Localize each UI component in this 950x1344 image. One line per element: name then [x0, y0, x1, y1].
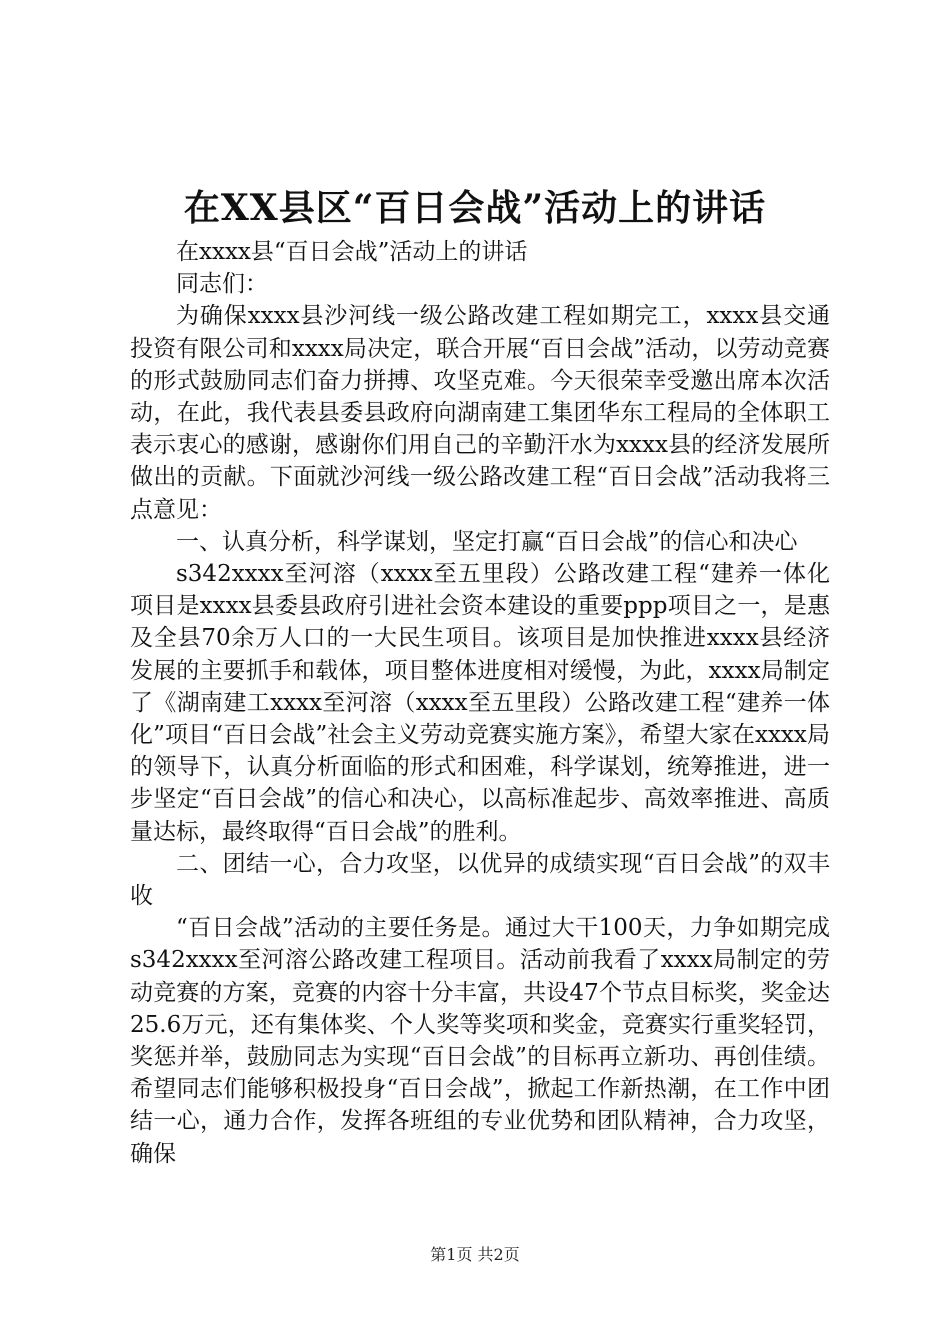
paragraph-section-2: “百日会战”活动的主要任务是。通过大干100天，力争如期完成s342xxxx至河溶公路改建工程项目。活动前我看了xxxx局制定的劳动竞赛的方案，竞赛的内容十分丰富，共设47个节点目标奖，奖金达25.6万元，还有集体奖、个人奖等奖项和奖金，竞赛实行重奖轻罚，奖惩并举，鼓励同志为实现“百日会战”的目标再立新功、再创佳绩。希望同志们能够积极投身“百日会战”，掀起工作新热潮，在工作中团结一心，通力合作，发挥各班组的专业优势和团队精神，合力攻坚，确保: [130, 915, 830, 1167]
section-heading-1: 一、认真分析，科学谋划，坚定打赢“百日会战”的信心和决心: [176, 528, 798, 555]
page-number-footer: 第1页 共2页: [430, 1245, 520, 1264]
paragraph-subtitle: 在xxxx县“百日会战”活动上的讲话: [176, 239, 528, 265]
document-body: [130, 236, 830, 1170]
paragraph-salutation: 同志们：: [176, 271, 268, 298]
paragraph-intro: 为确保xxxx县沙河线一级公路改建工程如期完工，xxxx县交通投资有限公司和xxxx局决定，联合开展“百日会战”活动，以劳动竞赛的形式鼓励同志们奋力拼搏、攻坚克难。今天很荣幸受邀出席本次活动，在此，我代表县委县政府向湖南建工集团华东工程局的全体职工表示衷心的感谢，感谢你们用自己的辛勤汗水为xxxx县的经济发展所做出的贡献。下面就沙河线一级公路改建工程“百日会战”活动我将三点意见：: [130, 303, 830, 523]
document-title: 在XX县区“百日会战”活动上的讲话: [183, 187, 767, 229]
section-heading-2: 二、团结一心，合力攻坚，以优异的成绩实现“百日会战”的双丰收: [130, 850, 830, 910]
paragraph-section-1: s342xxxx至河溶（xxxx至五里段）公路改建工程“建养一体化项目是xxxx县委县政府引进社会资本建设的重要ppp项目之一，是惠及全县70余万人口的一大民生项目。该项目是加快推进xxxx县经济发展的主要抓手和载体，项目整体进度相对缓慢，为此，xxxx局制定了《湖南建工xxxx至河溶（xxxx至五里段）公路改建工程“建养一体化”项目“百日会战”社会主义劳动竞赛实施方案》，希望大家在xxxx局的领导下，认真分析面临的形式和困难，科学谋划，统筹推进，进一步坚定“百日会战”的信心和决心，以高标准起步、高效率推进、高质量达标，最终取得“百日会战”的胜利。: [130, 561, 830, 845]
